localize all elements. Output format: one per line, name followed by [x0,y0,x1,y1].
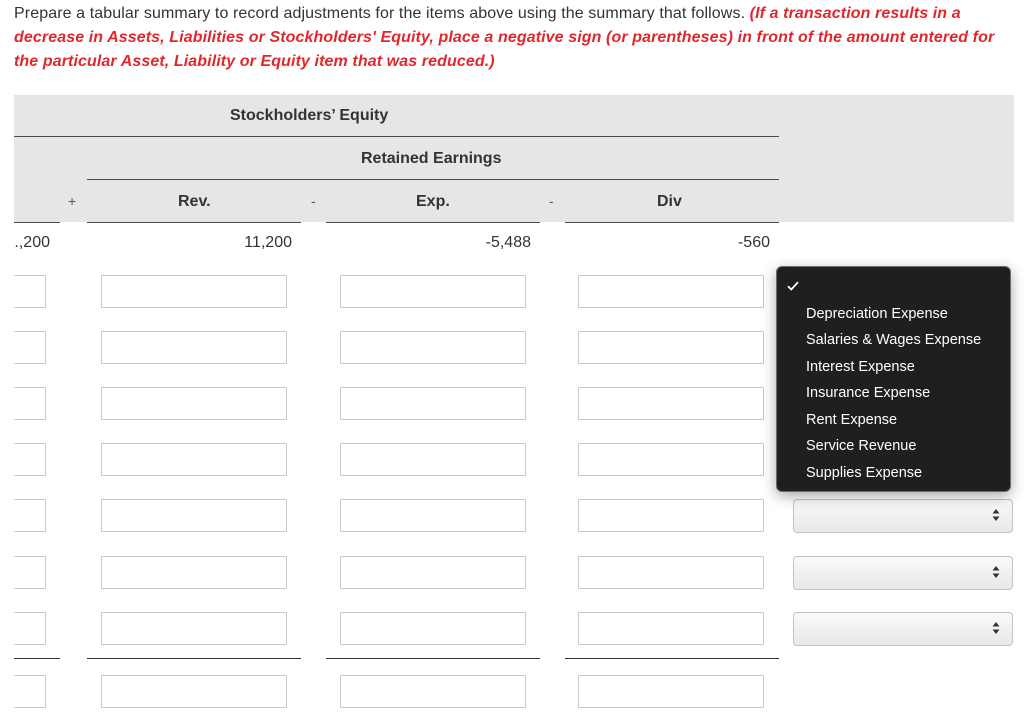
header-rule-bottom-1 [14,222,60,223]
amount-input[interactable] [578,499,764,532]
amount-input[interactable] [101,331,287,364]
account-select[interactable] [793,612,1013,646]
header-rule-bottom-4 [565,222,779,223]
total-rule-3 [326,658,540,659]
menu-option-rent-expense[interactable]: Rent Expense [806,412,898,428]
menu-option-insurance-expense[interactable]: Insurance Expense [806,385,931,401]
amount-input[interactable] [14,275,46,308]
operator-minus-1: - [311,193,316,209]
amount-input[interactable] [340,499,526,532]
amount-input[interactable] [101,675,287,708]
header-rule-bottom-3 [326,222,540,223]
value-partial: .,200 [14,234,50,251]
amount-input[interactable] [101,275,287,308]
updown-arrows-icon [992,508,1000,522]
amount-input[interactable] [340,612,526,645]
column-header-div: Div [657,193,682,210]
amount-input[interactable] [14,331,46,364]
amount-input[interactable] [14,675,46,708]
amount-input[interactable] [14,499,46,532]
instructions-emphasis: (If a transaction results in a decrease in Assets, Liabilities or Stockholders' Equity, place a negative sign (or parentheses) in front of the amount entered for the particular Asset, Liability or Equity item that was reduced.) [14,5,995,70]
updown-arrows-icon [992,565,1000,579]
instructions-plain: Prepare a tabular summary to record adjustments for the items above using the summary that follows. [14,5,746,22]
amount-input[interactable] [340,675,526,708]
operator-minus-2: - [549,193,554,209]
total-rule-1 [14,658,60,659]
menu-option-depreciation-expense[interactable]: Depreciation Expense [806,306,948,322]
amount-input[interactable] [578,556,764,589]
account-select[interactable] [793,556,1013,590]
amount-input[interactable] [101,387,287,420]
checkmark-icon [787,279,801,291]
amount-input[interactable] [101,556,287,589]
amount-input[interactable] [340,443,526,476]
stockholders-equity-header: Stockholders’ Equity [230,107,389,124]
amount-input[interactable] [340,275,526,308]
amount-input[interactable] [578,612,764,645]
updown-arrows-icon [992,621,1000,635]
total-rule-2 [87,658,301,659]
amount-input[interactable] [578,331,764,364]
amount-input[interactable] [14,612,46,645]
amount-input[interactable] [578,275,764,308]
account-select[interactable] [793,499,1013,533]
amount-input[interactable] [101,612,287,645]
table-header-band [14,95,1014,222]
amount-input[interactable] [340,331,526,364]
header-rule-bottom-2 [87,222,301,223]
operator-plus: + [68,193,77,209]
menu-option-service-revenue[interactable]: Service Revenue [806,438,917,454]
header-rule-middle [87,179,779,180]
instructions-text [14,2,1014,74]
header-rule-top [14,136,779,137]
value-rev: 11,200 [244,234,292,251]
amount-input[interactable] [14,556,46,589]
amount-input[interactable] [101,499,287,532]
account-dropdown-menu[interactable] [776,266,1011,492]
amount-input[interactable] [340,556,526,589]
retained-earnings-header: Retained Earnings [361,150,502,167]
total-rule-4 [565,658,779,659]
amount-input[interactable] [14,387,46,420]
amount-input[interactable] [578,443,764,476]
menu-option-supplies-expense[interactable]: Supplies Expense [806,465,923,481]
column-header-exp: Exp. [416,193,450,210]
value-div: -560 [737,234,770,251]
amount-input[interactable] [340,387,526,420]
amount-input[interactable] [101,443,287,476]
column-header-rev: Rev. [178,193,211,210]
amount-input[interactable] [578,387,764,420]
menu-option-salaries-wages-expense[interactable]: Salaries & Wages Expense [806,332,982,348]
value-exp: -5,488 [485,234,531,251]
amount-input[interactable] [578,675,764,708]
menu-option-interest-expense[interactable]: Interest Expense [806,359,915,375]
amount-input[interactable] [14,443,46,476]
